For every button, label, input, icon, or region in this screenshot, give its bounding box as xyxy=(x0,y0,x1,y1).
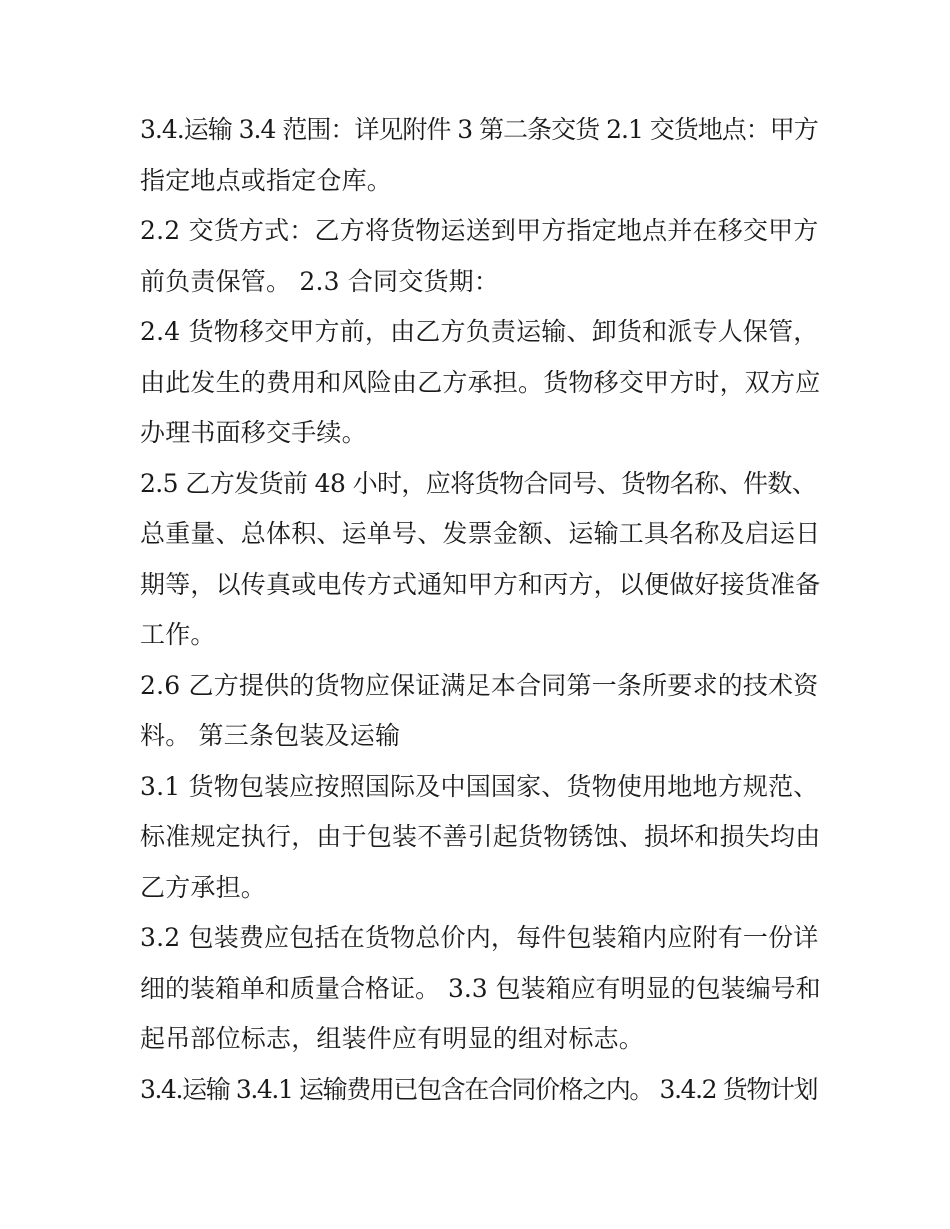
text-line: 标准规定执行，由于包装不善引起货物锈蚀、损坏和损失均由 xyxy=(140,822,821,851)
text-line: 2.5 乙方发货前 48 小时，应将货物合同号、货物名称、件数、 xyxy=(140,469,817,498)
text-line: 办理书面移交手续。 xyxy=(140,418,367,447)
text-line: 2.6 乙方提供的货物应保证满足本合同第一条所要求的技术资 xyxy=(140,671,819,700)
text-line: 前负责保管。 2.3 合同交货期： xyxy=(140,267,500,296)
text-line: 3.4.运输 3.4.1 运输费用已包含在合同价格之内。 3.4.2 货物计划 xyxy=(140,1075,818,1104)
text-line: 工作。 xyxy=(140,620,216,649)
text-line: 2.4 货物移交甲方前，由乙方负责运输、卸货和派专人保管， xyxy=(140,317,819,346)
text-line: 3.1 货物包装应按照国际及中国国家、货物使用地地方规范、 xyxy=(140,772,819,801)
text-line: 总重量、总体积、运单号、发票金额、运输工具名称及启运日 xyxy=(140,519,821,548)
text-line: 3.2 包装费应包括在货物总价内，每件包装箱内应附有一份详 xyxy=(140,923,819,952)
text-line: 指定地点或指定仓库。 xyxy=(140,166,393,195)
text-line: 细的装箱单和质量合格证。 3.3 包装箱应有明显的包装编号和 xyxy=(140,974,821,1003)
text-line: 由此发生的费用和风险由乙方承担。货物移交甲方时，双方应 xyxy=(140,368,821,397)
text-line: 料。 第三条包装及运输 xyxy=(140,721,401,750)
text-line: 期等，以传真或电传方式通知甲方和丙方，以便做好接货准备 xyxy=(140,570,821,599)
text-line: 乙方承担。 xyxy=(140,873,267,902)
text-line: 起吊部位标志，组装件应有明显的组对标志。 xyxy=(140,1024,645,1053)
text-line: 2.2 交货方式：乙方将货物运送到甲方指定地点并在移交甲方 xyxy=(140,216,819,245)
text-line: 3.4.运输 3.4 范围：详见附件 3 第二条交货 2.1 交货地点：甲方 xyxy=(140,115,818,144)
